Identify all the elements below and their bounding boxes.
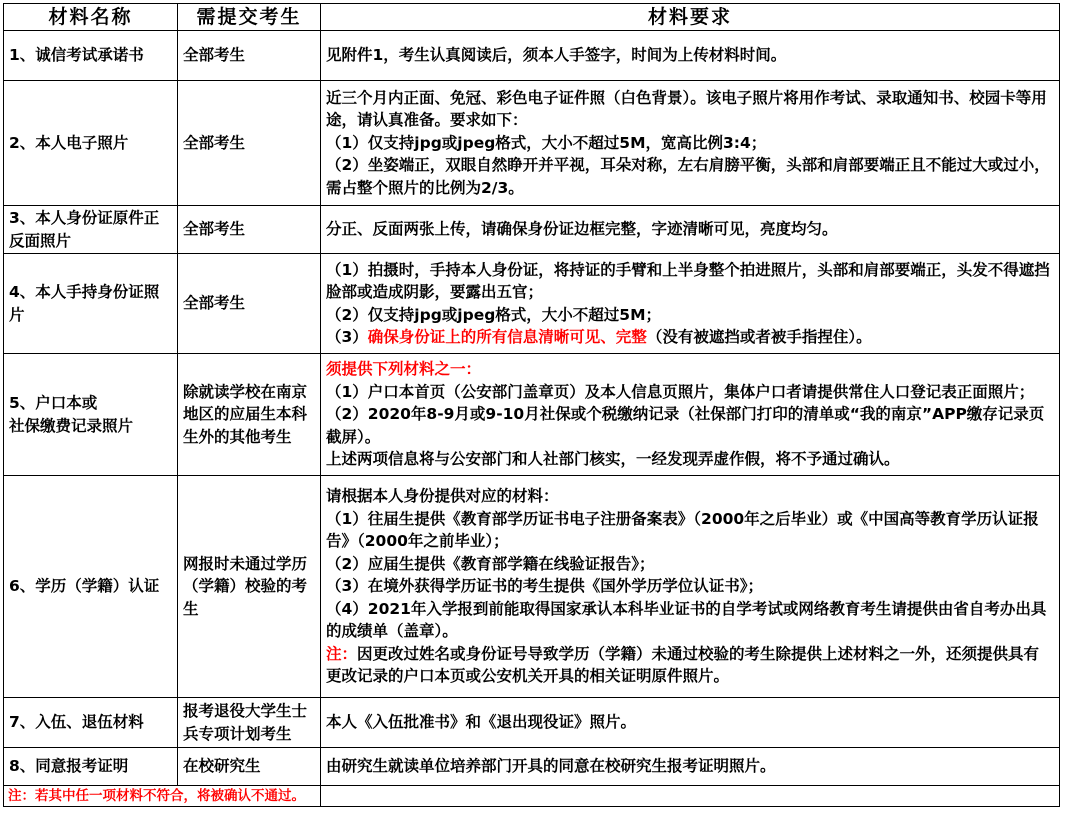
applicants: 全部考生 (178, 31, 321, 81)
requirement-highlight: 确保身份证上的所有信息清晰可见、完整 (367, 328, 647, 346)
material-name: 6、学历（学籍）认证 (4, 476, 178, 698)
requirement-line-3 (326, 326, 1054, 349)
footer-note: 注：若其中任一项材料不符合，将被确认不通过。 (4, 786, 321, 807)
table-row (4, 31, 1060, 81)
table-row (4, 81, 1060, 206)
requirement-line: （1）拍摄时，手持本人身份证，将持证的手臂和上半身整个拍进照片，头部和肩部要端正，头发不得遮挡脸部或造成阴影，要露出五官； (326, 260, 1050, 301)
requirements (321, 476, 1060, 698)
table-row (4, 254, 1060, 354)
requirements (321, 748, 1060, 786)
requirements (321, 31, 1060, 81)
applicants: 全部考生 (178, 81, 321, 206)
table-row (4, 698, 1060, 748)
material-name: 3、本人身份证原件正反面照片 (4, 206, 178, 254)
material-name-line: 社保缴费记录照片 (9, 416, 134, 435)
requirements (321, 354, 1060, 476)
table-row (4, 476, 1060, 698)
material-name: 4、本人手持身份证照片 (4, 254, 178, 354)
requirement-line: （2）应届生提供《教育部学籍在线验证报告》； (326, 554, 655, 573)
requirement-prefix: （3） (326, 328, 368, 346)
requirement-line: （2）仅支持jpg或jpeg格式，大小不超过5M； (326, 305, 662, 324)
material-name: 2、本人电子照片 (4, 81, 178, 206)
requirement-heading: 须提供下列材料之一： (326, 360, 482, 379)
note-text: 因更改过姓名或身份证号导致学历（学籍）未通过校验的考生除提供上述材料之一外，还须提供具有更改记录的户口本页或公安机关开具的相关证明原件照片。 (326, 644, 1040, 686)
requirement-note (326, 643, 1054, 688)
requirement-line: （1）户口本首页（公安部门盖章页）及本人信息页照片，集体户口者请提供常住人口登记表正面照片； (326, 382, 1035, 401)
applicants: 在校研究生 (178, 748, 321, 786)
footer-row (4, 786, 1060, 807)
material-name-line: 5、户口本或 (9, 394, 98, 412)
applicants: 网报时未通过学历（学籍）校验的考生 (178, 476, 321, 698)
requirement-line: 本人《入伍批准书》和《退出现役证》照片。 (326, 713, 637, 732)
requirement-line: （2）坐姿端正，双眼自然睁开并平视，耳朵对称，左右肩膀平衡，头部和肩部要端正且不能过大或过小，需占整个照片的比例为2/3。 (326, 156, 1050, 197)
requirement-line: 上述两项信息将与公安部门和人社部门核实，一经发现弄虚作假，将不予通过确认。 (326, 450, 900, 469)
requirement-suffix: （没有被遮挡或者被手指捏住）。 (646, 328, 872, 346)
table-row (4, 354, 1060, 476)
material-name: 1、诚信考试承诺书 (4, 31, 178, 81)
table-row (4, 748, 1060, 786)
requirement-line: （1）仅支持jpg或jpeg格式，大小不超过5M，宽高比例3:4； (326, 133, 767, 152)
material-name: 8、同意报考证明 (4, 748, 178, 786)
table-row (4, 206, 1060, 254)
requirement-line: 由研究生就读单位培养部门开具的同意在校研究生报考证明照片。 (326, 757, 776, 776)
applicants: 全部考生 (178, 254, 321, 354)
footer-empty-cell (321, 786, 1060, 807)
requirement-line: （4）2021年入学报到前能取得国家承认本科毕业证书的自学考试或网络教育考生请提供由省自考办出具的成绩单（盖章）。 (326, 599, 1047, 641)
header-requirements: 材料要求 (321, 4, 1060, 31)
applicants: 全部考生 (178, 206, 321, 254)
requirement-line: 分正、反面两张上传，请确保身份证边框完整，字迹清晰可见，亮度均匀。 (326, 220, 838, 239)
note-label: 注： (326, 644, 358, 663)
requirement-line: 请根据本人身份提供对应的材料： (326, 487, 559, 506)
header-material-name: 材料名称 (4, 4, 178, 31)
requirement-line: （2）2020年8-9月或9-10月社保或个税缴纳记录（社保部门打印的清单或“我的南京”APP缴存记录页截屏）。 (326, 405, 1045, 446)
requirement-line: （3）在境外获得学历证书的考生提供《国外学历学位认证书》； (326, 577, 764, 596)
requirements (321, 254, 1060, 354)
requirement-line: 见附件1，考生认真阅读后，须本人手签字，时间为上传材料时间。 (326, 46, 787, 65)
applicants: 除就读学校在南京地区的应届生本科生外的其他考生 (178, 354, 321, 476)
requirements (321, 698, 1060, 748)
header-applicants: 需提交考生 (178, 4, 321, 31)
material-name (4, 354, 178, 476)
requirements (321, 81, 1060, 206)
applicants: 报考退役大学生士兵专项计划考生 (178, 698, 321, 748)
requirement-line: （1）往届生提供《教育部学历证书电子注册备案表》（2000年之后毕业）或《中国高等教育学历认证报告》（2000年之前毕业）； (326, 509, 1039, 551)
header-row (4, 4, 1060, 31)
material-name: 7、入伍、退伍材料 (4, 698, 178, 748)
materials-table (3, 3, 1060, 807)
requirement-line: 近三个月内正面、免冠、彩色电子证件照（白色背景）。该电子照片将用作考试、录取通知书、校园卡等用途，请认真准备。要求如下： (326, 88, 1047, 130)
requirements (321, 206, 1060, 254)
